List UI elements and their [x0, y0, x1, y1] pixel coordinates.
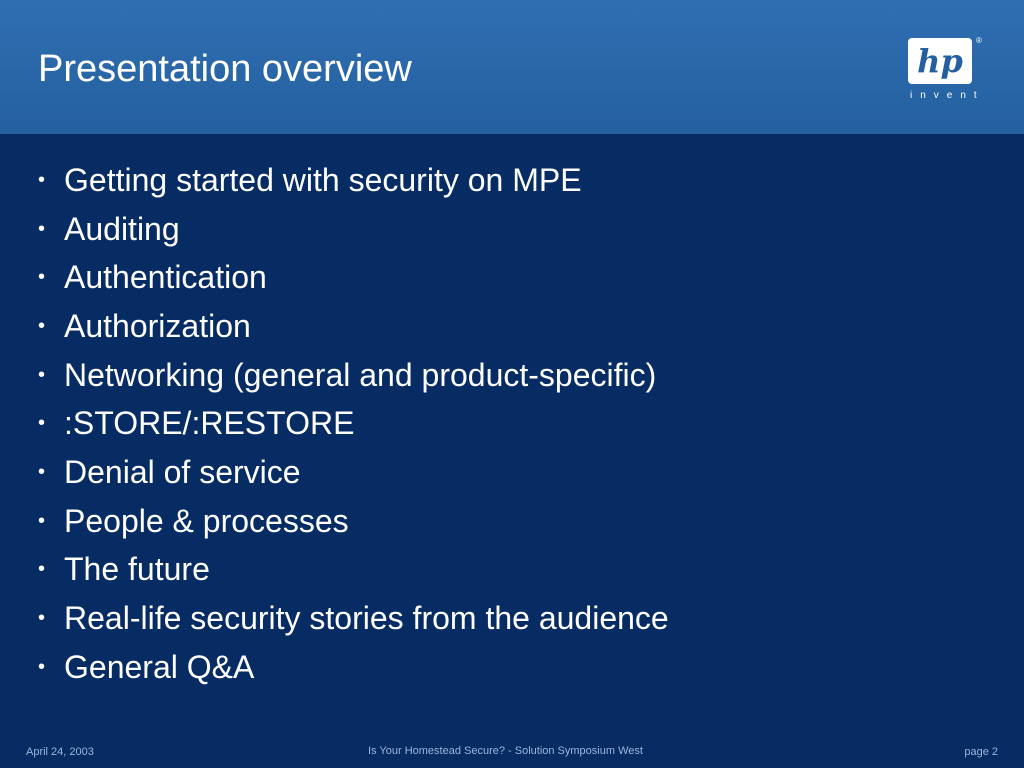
bullet-item	[38, 156, 669, 205]
bullet-item	[38, 643, 669, 692]
bullet-text: Getting started with security on MPE	[64, 161, 582, 198]
logo-tagline: invent	[910, 90, 985, 101]
footer-title: Is Your Homestead Secure? - Solution Symposium West	[368, 745, 643, 757]
bullet-item	[38, 399, 669, 448]
slide-title: Presentation overview	[38, 48, 412, 90]
bullet-icon: •	[38, 217, 46, 240]
logo-mark: hp	[917, 42, 963, 80]
bullet-text: Networking (general and product-specific)	[64, 356, 657, 393]
bullet-text: The future	[64, 551, 210, 588]
footer-page-number: page 2	[964, 746, 998, 758]
bullet-text: Authentication	[64, 259, 267, 296]
bullet-item	[38, 302, 669, 351]
footer-date: April 24, 2003	[26, 746, 94, 758]
bullet-icon: •	[38, 558, 46, 581]
bullet-icon: •	[38, 607, 46, 630]
bullet-text: General Q&A	[64, 648, 255, 685]
bullet-item	[38, 497, 669, 546]
bullet-text: People & processes	[64, 502, 349, 539]
bullet-icon: •	[38, 314, 46, 337]
bullet-item	[38, 594, 669, 643]
bullet-icon: •	[38, 266, 46, 289]
bullet-icon: •	[38, 412, 46, 435]
bullet-item	[38, 205, 669, 254]
bullet-text: Authorization	[64, 307, 251, 344]
bullet-item	[38, 351, 669, 400]
bullet-text: Auditing	[64, 210, 180, 247]
registered-mark: ®	[976, 36, 982, 45]
bullet-text: :STORE/:RESTORE	[64, 405, 355, 442]
bullet-item	[38, 448, 669, 497]
bullet-item	[38, 546, 669, 595]
bullet-icon: •	[38, 168, 46, 191]
bullet-item	[38, 253, 669, 302]
bullet-text: Denial of service	[64, 453, 301, 490]
bullet-text: Real-life security stories from the audience	[64, 600, 669, 637]
bullet-icon: •	[38, 363, 46, 386]
hp-logo-icon	[902, 34, 984, 104]
slide-header	[0, 0, 1024, 134]
bullet-icon: •	[38, 509, 46, 532]
bullet-list	[38, 156, 669, 692]
bullet-icon: •	[38, 655, 46, 678]
bullet-icon: •	[38, 460, 46, 483]
